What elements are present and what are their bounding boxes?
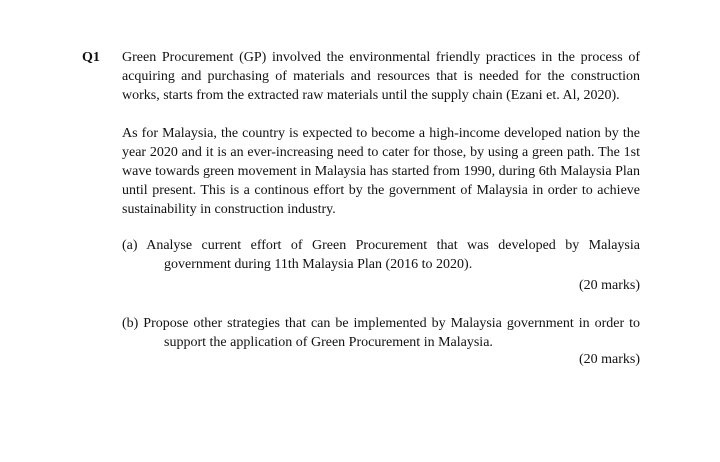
- sub-question-a-marks: (20 marks): [578, 278, 640, 293]
- sub-question-a-text: (a) Analyse current effort of Green Procurement that was developed by Malaysia government during 11th Malaysia Plan (2016 to 2020).: [122, 238, 640, 272]
- intro-paragraph: Green Procurement (GP) involved the environmental friendly practices in the process of acquiring and purchasing of materials and resources that is needed for the construction works, starts from the extracted raw materials until the supply chain (Ezani et. Al, 2020).: [122, 50, 640, 103]
- sub-question-b: [122, 314, 640, 352]
- context-paragraph: As for Malaysia, the country is expected to become a high-income developed nation by the year 2020 and it is an ever-increasing need to cater for those, by using a green path. The 1st wave towards green movement in Malaysia has started from 1990, during 6th Malaysia Plan until present. This is a continous effort by the government of Malaysia in order to achieve sustainability in construction industry.: [122, 126, 640, 217]
- sub-question-b-marks: (20 marks): [578, 352, 640, 367]
- sub-question-a: [122, 236, 640, 274]
- question-number: Q1: [82, 50, 100, 65]
- sub-question-b-text: (b) Propose other strategies that can be implemented by Malaysia government in order to support the application of Green Procurement in Malaysia.: [122, 316, 640, 350]
